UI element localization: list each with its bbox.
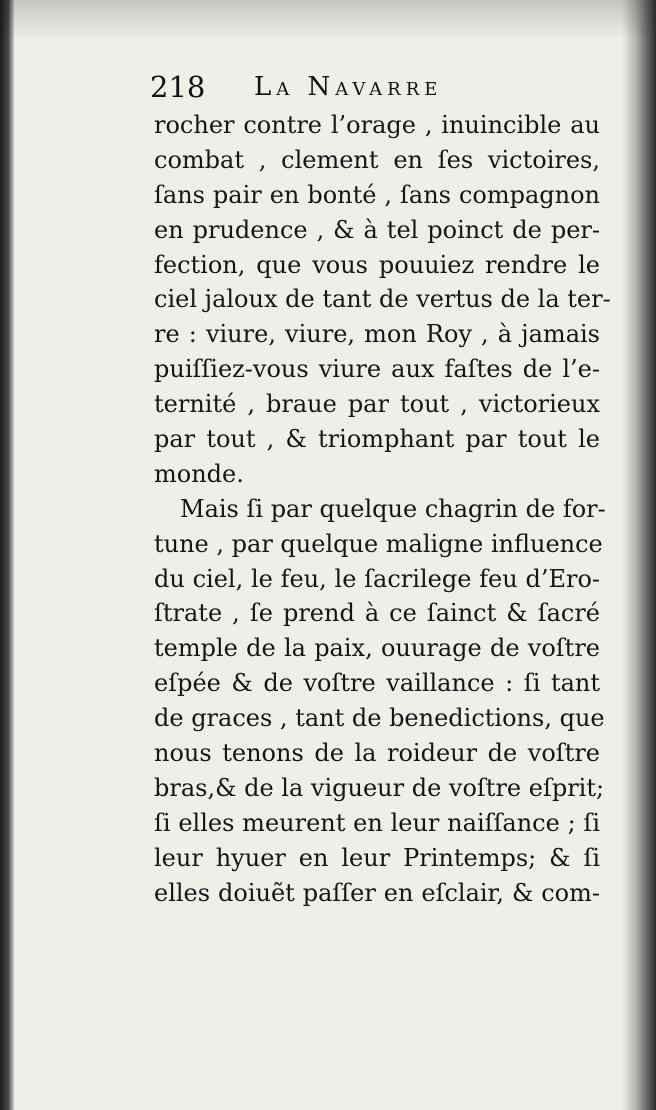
paragraph-2 bbox=[154, 492, 606, 911]
page-binding-edge bbox=[0, 0, 14, 1110]
text-line: bras,& de la vigueur de voſtre eſprit; bbox=[154, 773, 605, 802]
body-text bbox=[154, 108, 611, 910]
text-line: Mais ſi par quelque chagrin de for- bbox=[180, 494, 606, 523]
text-line: ternité , braue par tout , victorieux bbox=[154, 390, 600, 419]
text-line: puiſſiez-vous viure aux faſtes de l’e- bbox=[154, 355, 600, 384]
text-line: en prudence , & à tel poinct de per- bbox=[154, 215, 600, 244]
paragraph-1 bbox=[154, 108, 611, 492]
text-line: monde. bbox=[154, 459, 244, 488]
text-line: fection, que vous pouuiez rendre le bbox=[154, 250, 600, 279]
text-line: ſi elles meurent en leur naiſſance ; ſi bbox=[154, 808, 600, 837]
text-line: leur hyuer en leur Printemps; & ſi bbox=[154, 843, 600, 872]
text-line: nous tenons de la roideur de voſtre bbox=[154, 739, 600, 768]
page-number: 218 bbox=[150, 70, 206, 104]
text-line: temple de la paix, ouurage de voſtre bbox=[154, 634, 600, 663]
text-line: eſpée & de voſtre vaillance : ſi tant bbox=[154, 669, 600, 698]
text-line: tune , par quelque maligne influence bbox=[154, 529, 603, 558]
text-line: rocher contre l’orage , inuincible au bbox=[154, 111, 600, 139]
text-line: du ciel, le feu, le ſacrilege feu d’Ero- bbox=[154, 564, 600, 593]
text-line: re : viure, viure, mon Roy , à jamais bbox=[154, 320, 600, 349]
page-gutter-shadow bbox=[622, 0, 656, 1110]
text-line: ciel jaloux de tant de vertus de la ter- bbox=[154, 285, 611, 314]
text-line: ſtrate , ſe prend à ce ſainct & ſacré bbox=[154, 599, 600, 628]
text-line: par tout , & triomphant par tout le bbox=[154, 425, 600, 454]
text-line: de graces , tant de benedictions, que bbox=[154, 704, 605, 733]
running-head bbox=[150, 70, 590, 110]
text-line: ſans pair en bonté , ſans compagnon bbox=[154, 180, 600, 209]
running-title: La Navarre bbox=[254, 72, 443, 102]
text-line: combat , clement en ſes victoires, bbox=[154, 145, 600, 174]
text-line: elles doiuẽt paſſer en eſclair, & com- bbox=[154, 878, 600, 907]
page-top-shadow bbox=[0, 0, 656, 40]
